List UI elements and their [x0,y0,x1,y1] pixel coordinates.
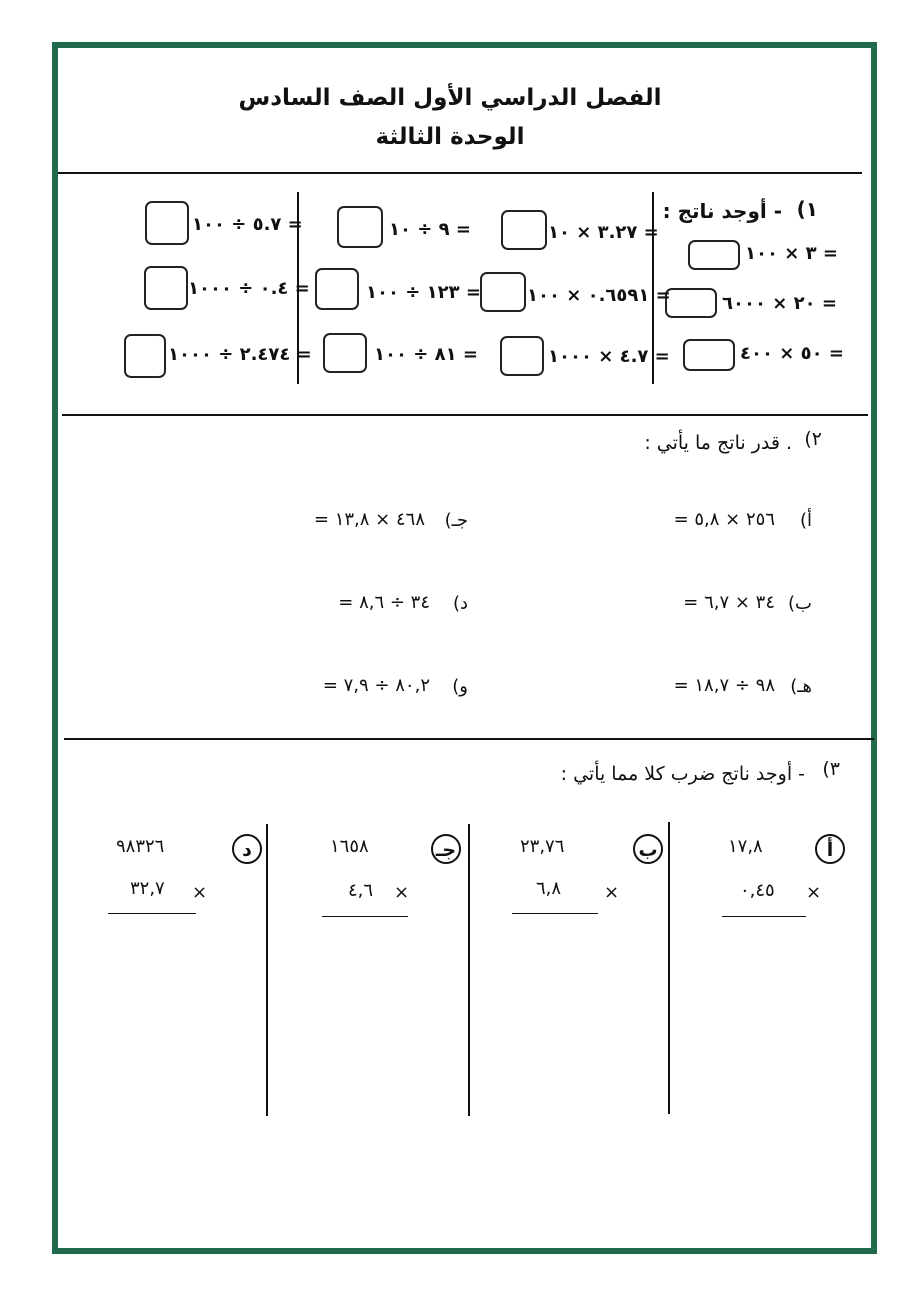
q3-col-divider [468,824,470,1116]
q3-item-label: جـ [431,834,461,864]
multiplicand: ١٧,٨ [728,836,763,857]
q2-label: أ) [799,510,812,531]
multiplier: ٠,٤٥ [740,880,775,901]
q1-expr: ٥.٧ ÷ ١٠٠ = [192,214,303,235]
q3-col-divider [266,824,268,1116]
q3-number: ٣) [822,758,840,780]
answer-line [322,916,408,917]
q2-label: د) [452,593,468,614]
answer-line [108,913,196,914]
q3-item-label: ب [633,834,663,864]
answer-box[interactable] [124,334,166,378]
q2-expr: ٩٨ ÷ ١٨,٧ = [673,675,775,696]
q1-expr: ٤.٧ × ١٠٠٠ = [548,346,670,367]
q1-expr: ٣.٢٧ × ١٠ = [548,222,659,243]
q1-expr: ٣ × ١٠٠ = [745,243,838,264]
q2-expr: ٣٤ ÷ ٨,٦ = [338,592,430,613]
answer-box[interactable] [480,272,526,312]
q3-col-divider [668,822,670,1114]
multiply-sign: × [394,882,410,903]
answer-box[interactable] [665,288,717,318]
page-subtitle: الوحدة الثالثة [375,124,525,150]
q2-label: و) [452,676,468,697]
q1-expr: ١٢٣ ÷ ١٠٠ = [366,282,481,303]
q1-expr: ٥٠ × ٤٠٠ = [740,343,844,364]
q2-expr: ٣٤ × ٦,٧ = [683,592,775,613]
q1-divider [62,414,868,416]
multiplicand: ٢٣,٧٦ [520,836,565,857]
answer-box[interactable] [144,266,188,310]
multiplier: ٤,٦ [348,880,374,901]
answer-box[interactable] [501,210,547,250]
header-divider [58,172,862,174]
multiplier: ٣٢,٧ [130,878,165,899]
q2-expr: ٤٦٨ × ١٣,٨ = [313,509,425,530]
answer-box[interactable] [323,333,367,373]
answer-box[interactable] [683,339,735,371]
q2-label: جـ) [444,510,468,531]
answer-box[interactable] [500,336,544,376]
q2-label: ب) [788,593,812,614]
q2-expr: ٨٠,٢ ÷ ٧,٩ = [322,675,430,696]
answer-box[interactable] [337,206,383,248]
multiplicand: ١٦٥٨ [330,836,369,857]
q2-number: ٢) [804,428,822,450]
q3-item-label: أ [815,834,845,864]
multiply-sign: × [806,882,822,903]
q1-expr: ٨١ ÷ ١٠٠ = [374,344,478,365]
answer-box[interactable] [315,268,359,310]
multiplier: ٦,٨ [536,878,562,899]
q3-item-label: د [232,834,262,864]
q1-prompt: - أوجد ناتج : [662,199,782,223]
q1-expr: ٠.٦٥٩١ × ١٠٠ = [527,285,671,306]
q1-expr: ٩ ÷ ١٠ = [389,219,471,240]
q2-label: هـ) [790,676,812,697]
answer-box[interactable] [688,240,740,270]
multiplicand: ٩٨٣٢٦ [116,836,165,857]
q3-prompt: - أوجد ناتج ضرب كلا مما يأتي : [560,763,805,785]
q2-divider [64,738,874,740]
multiply-sign: × [192,882,208,903]
answer-line [512,913,598,914]
answer-box[interactable] [145,201,189,245]
answer-line [722,916,806,917]
q1-expr: ٢٠ × ٦٠٠٠ = [722,293,837,314]
multiply-sign: × [604,882,620,903]
q1-expr: ٠.٤ ÷ ١٠٠٠ = [188,278,310,299]
q1-expr: ٢.٤٧٤ ÷ ١٠٠٠ = [168,344,312,365]
q2-expr: ٢٥٦ × ٥,٨ = [673,509,775,530]
q2-prompt: . قدر ناتج ما يأتي : [644,432,792,454]
q1-number: ١) [796,197,818,221]
page-title: الفصل الدراسي الأول الصف السادس [238,85,662,111]
